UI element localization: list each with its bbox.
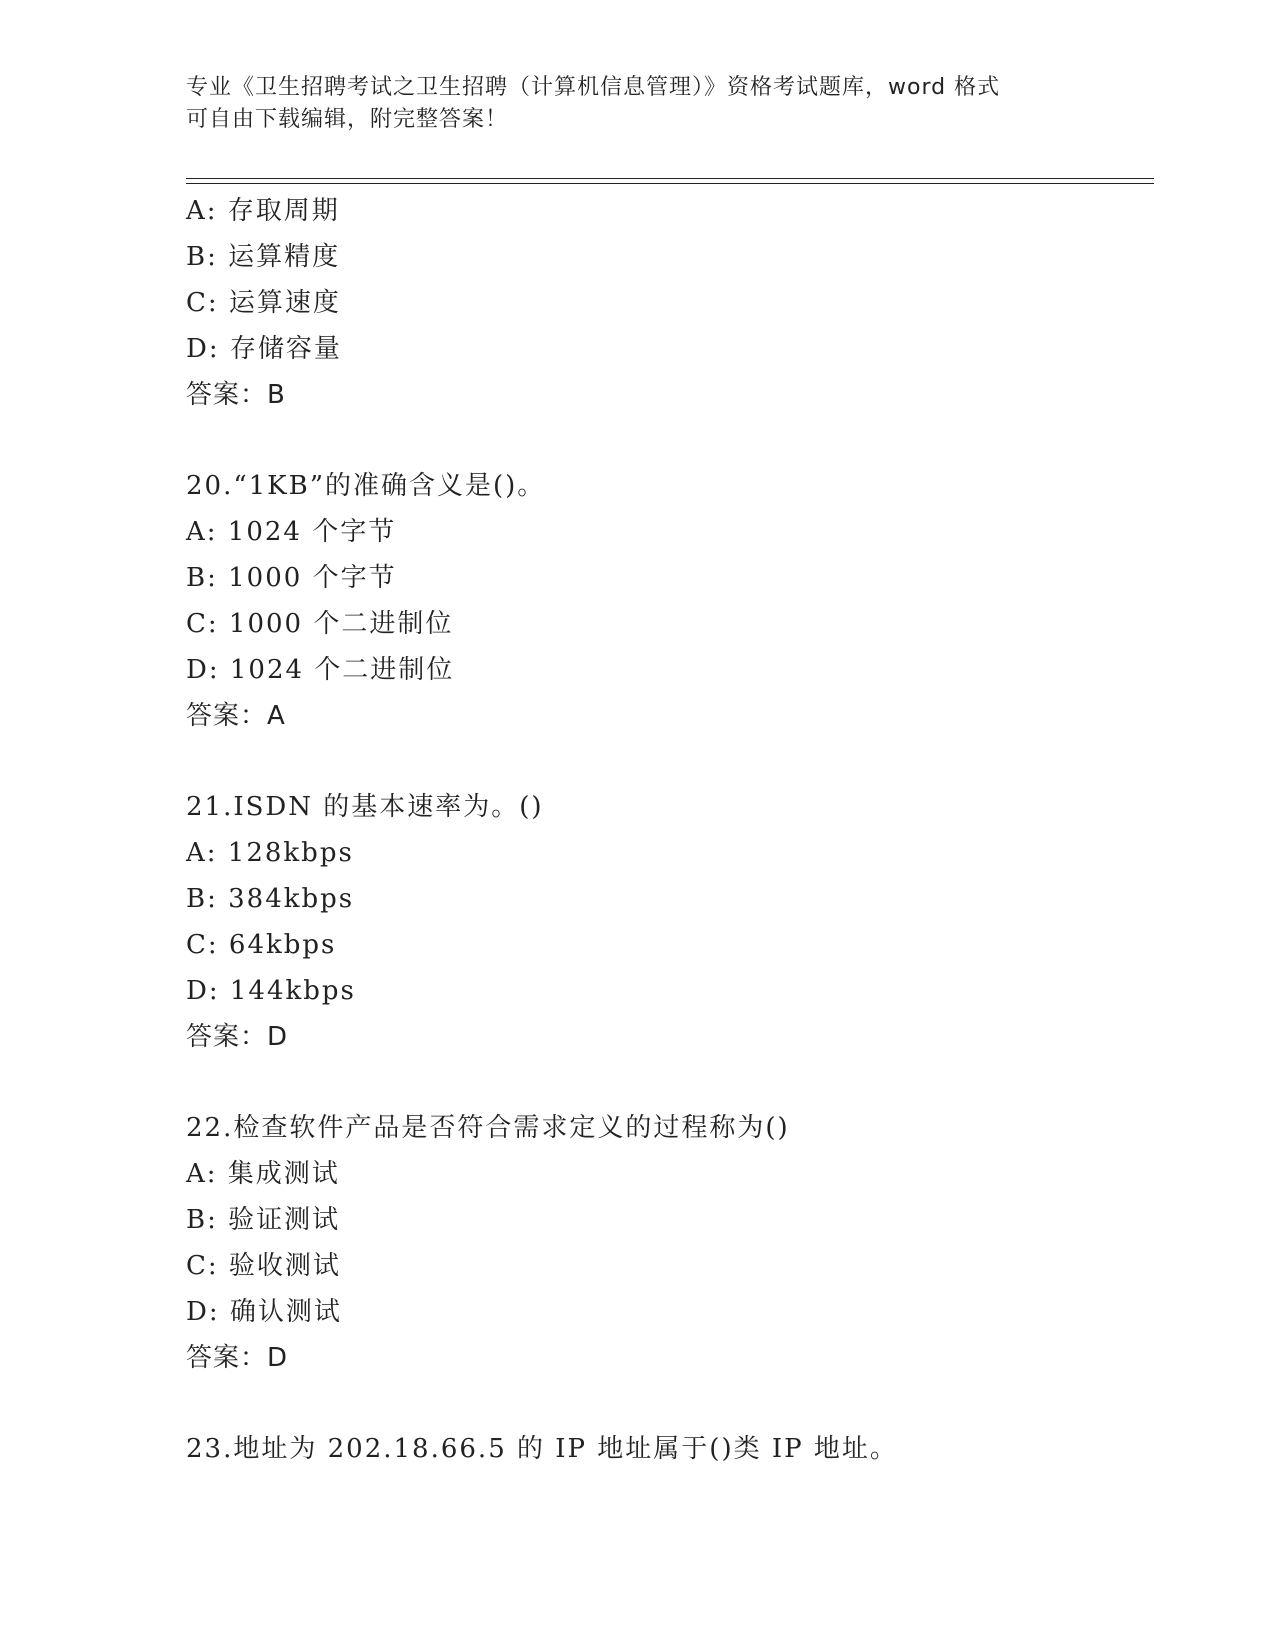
question-list: [186, 188, 1146, 1472]
spacer: [186, 739, 1146, 784]
option-a: A: 1024 个字节: [186, 517, 397, 547]
option-a: A: 128kbps: [186, 838, 354, 868]
question-stem: 23.地址为 202.18.66.5 的 IP 地址属于()类 IP 地址。: [186, 1434, 898, 1464]
header-divider-bottom: [186, 183, 1154, 184]
question-stem: 22.检查软件产品是否符合需求定义的过程称为(): [186, 1113, 790, 1143]
answer-line: 答案：D: [186, 1343, 289, 1373]
option-d: D: 存储容量: [186, 334, 342, 364]
answer-line: 答案：B: [186, 380, 286, 410]
header-line-2: 可自由下载编辑，附完整答案！: [186, 107, 509, 132]
option-b: B: 运算精度: [186, 242, 341, 272]
question-stem: 21.ISDN 的基本速率为。(): [186, 792, 544, 822]
option-a: A: 存取周期: [186, 196, 340, 226]
question-20: [186, 463, 1146, 739]
question-19: [186, 188, 1146, 418]
spacer: [186, 1381, 1146, 1426]
header-line-1: 专业《卫生招聘考试之卫生招聘（计算机信息管理）》资格考试题库，word 格式: [186, 75, 1001, 100]
answer-line: 答案：D: [186, 1022, 289, 1052]
option-b: B: 验证测试: [186, 1205, 341, 1235]
option-d: D: 确认测试: [186, 1297, 342, 1327]
option-a: A: 集成测试: [186, 1159, 340, 1189]
question-21: [186, 784, 1146, 1060]
spacer: [186, 418, 1146, 463]
option-d: D: 144kbps: [186, 976, 356, 1006]
option-d: D: 1024 个二进制位: [186, 655, 455, 685]
option-c: C: 验收测试: [186, 1251, 341, 1281]
spacer: [186, 1060, 1146, 1105]
option-c: C: 运算速度: [186, 288, 341, 318]
option-b: B: 384kbps: [186, 884, 355, 914]
question-23: [186, 1426, 1146, 1472]
option-c: C: 64kbps: [186, 930, 337, 960]
option-b: B: 1000 个字节: [186, 563, 397, 593]
option-c: C: 1000 个二进制位: [186, 609, 454, 639]
header-divider-top: [186, 178, 1154, 179]
question-stem: 20.“1KB”的准确含义是()。: [186, 471, 546, 501]
question-22: [186, 1105, 1146, 1381]
answer-line: 答案：A: [186, 701, 286, 731]
document-header: [186, 72, 1086, 136]
